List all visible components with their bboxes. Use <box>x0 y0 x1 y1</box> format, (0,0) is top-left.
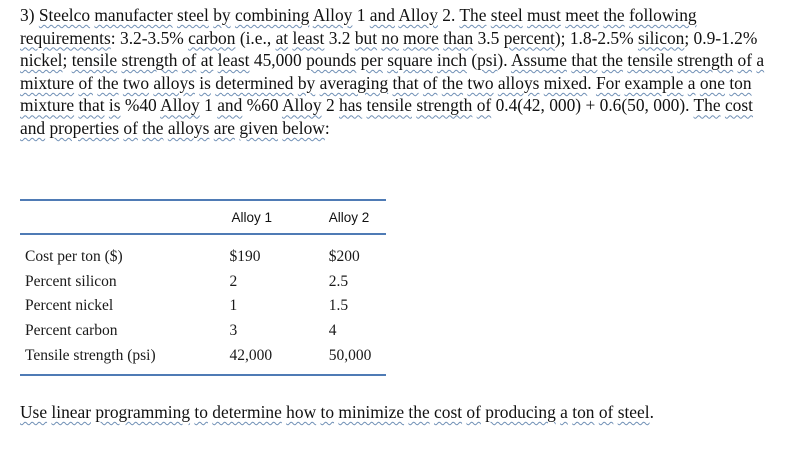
table-row <box>20 270 386 295</box>
table-row <box>20 319 386 344</box>
problem-body: Steelco manufacter steel by combining Alloy 1 and Alloy 2. The steel must meet the following requirements: 3.2-3.5% carbon (i.e., at least 3.2 but no more than 3.5 percent); 1.8-2.5% silicon; 0.9-1.2% nickel; tensile strength of at least 45,000 pounds per square inch (psi). Assume that the tensile strength of a mixture of the two alloys is determined by averaging that of the two alloys mixed. For example a one ton mixture that is %40 Alloy 1 and %60 Alloy 2 has tensile strength of 0.4(42, 000) + 0.6(50, 000). The cost and properties of the alloys are given below: <box>20 5 765 138</box>
problem-statement <box>20 4 780 140</box>
alloy-1-value: 42,000 <box>229 346 273 364</box>
alloy-1-value: $190 <box>229 248 261 266</box>
header-empty-cell <box>20 200 229 234</box>
table-row <box>20 343 386 375</box>
alloy-1-value: 3 <box>229 322 238 340</box>
row-label: Percent carbon <box>25 322 118 340</box>
row-label: Tensile strength (psi) <box>25 346 156 364</box>
header-alloy-2: Alloy 2 <box>328 209 370 225</box>
alloy-2-value: 50,000 <box>328 346 372 364</box>
alloy-1-value: 2 <box>229 272 238 290</box>
table-header-row <box>20 200 386 234</box>
problem-text <box>20 4 780 140</box>
problem-number: 3) <box>20 5 35 25</box>
alloy-2-value: 2.5 <box>328 272 349 290</box>
table-row <box>20 294 386 319</box>
row-label: Percent silicon <box>25 272 117 290</box>
table-row <box>20 234 386 270</box>
closing-question: Use linear programming to determine how to minimize the cost of producing a ton of steel. <box>20 402 654 422</box>
alloy-1-value: 1 <box>229 297 238 315</box>
row-label: Percent nickel <box>25 297 114 315</box>
row-label: Cost per ton ($) <box>25 248 123 266</box>
alloy-properties-table <box>20 199 386 376</box>
alloy-2-value: 4 <box>328 322 337 340</box>
alloy-2-value: $200 <box>328 248 360 266</box>
alloy-2-value: 1.5 <box>328 297 349 315</box>
header-alloy-1: Alloy 1 <box>231 209 272 225</box>
